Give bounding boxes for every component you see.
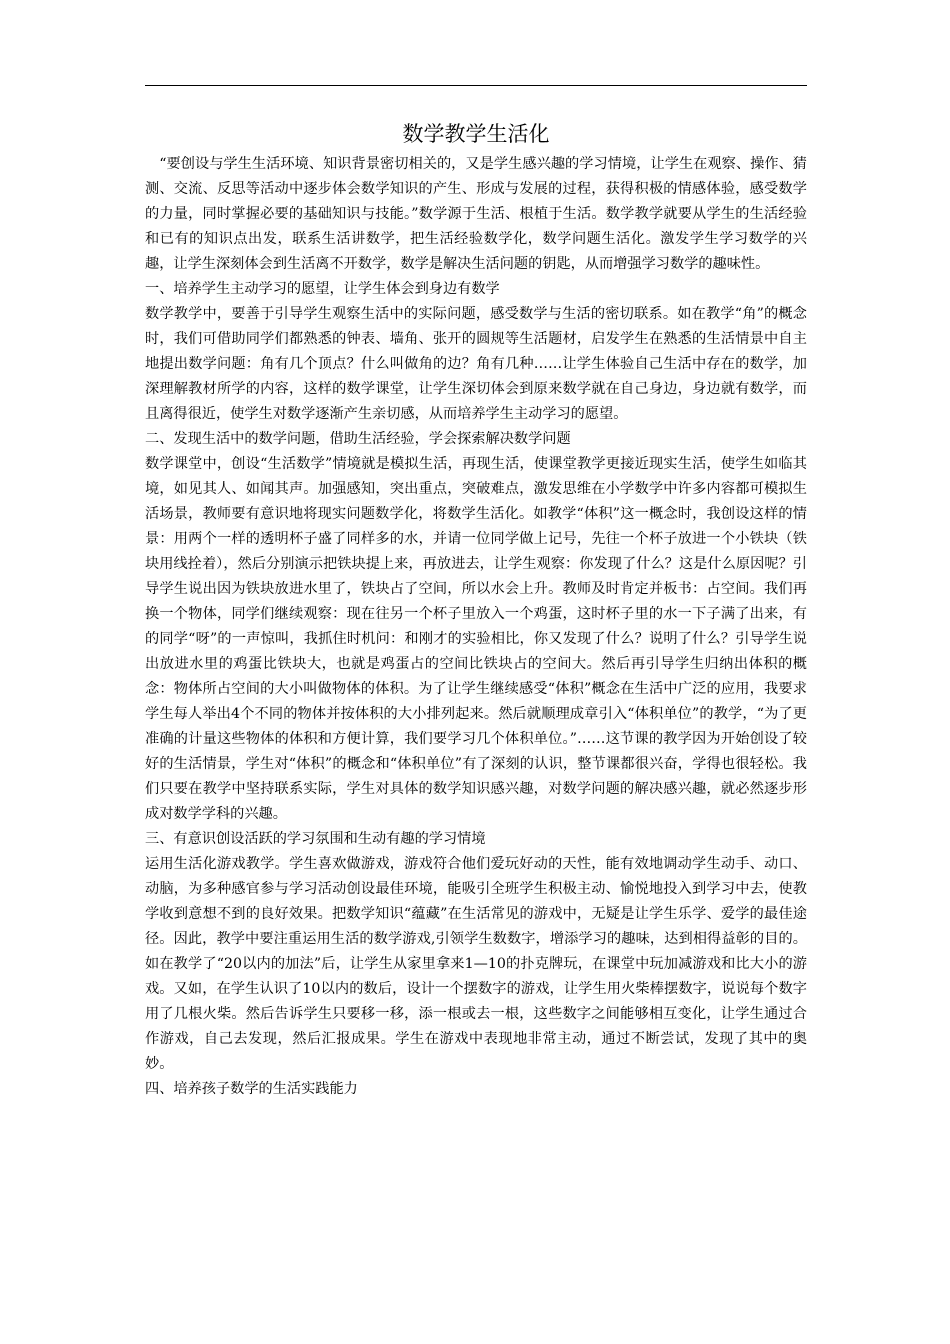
section-1-body: 数学教学中，要善于引导学生观察生活中的实际问题，感受数学与生活的密切联系。如在教学“角”的概念时，我们可借助同学们都熟悉的钟表、墙角、张开的圆规等生活题材，启发学生在熟悉的生活情景中自主地提出数学问题：角有几个顶点？什么叫做角的边？角有几种……让学生体验自己生活中存在的数学，加深理解教材所学的内容，这样的数学课堂，让学生深切体会到原来数学就在自己身边，身边就有数学，而且离得很近，使学生对数学逐渐产生亲切感，从而培养学生主动学习的愿望。 [145,306,807,422]
section-3-body: 运用生活化游戏教学。学生喜欢做游戏，游戏符合他们爱玩好动的天性，能有效地调动学生动手、动口、动脑，为多种感官参与学习活动创设最佳环境，能吸引全班学生积极主动、愉悦地投入到学习中去，使教学收到意想不到的良好效果。把数学知识“蕴藏”在生活常见的游戏中，无疑是让学生乐学、爱学的最佳途径。因此，教学中要注重运用生活的数学游戏,引领学生数数字，增添学习的趣味，达到相得益彰的目的。如在教学了“20以内的加法”后，让学生从家里拿来1—10的扑克牌玩，在课堂中玩加减游戏和比大小的游戏。又如，在学生认识了10以内的数后，设计一个摆数字的游戏，让学生用火柴棒摆数字，说说每个数字用了几根火柴。然后告诉学生只要移一移，添一根或去一根，这些数字之间能够相互变化，让学生通过合作游戏，自己去发现，然后汇报成果。学生在游戏中表现地非常主动，通过不断尝试，发现了其中的奥妙。 [145,856,807,1072]
section-3-heading: 三、有意识创设活跃的学习氛围和生动有趣的学习情境 [145,831,486,847]
header-rule [145,85,807,86]
document-title: 数学教学生活化 [402,122,550,146]
intro-paragraph: “要创设与学生生活环境、知识背景密切相关的，又是学生感兴趣的学习情境，让学生在观察、操作、猜测、交流、反思等活动中逐步体会数学知识的产生、形成与发展的过程，获得积极的情感体验，感受数学的力量，同时掌握必要的基础知识与技能。”数学源于生活、根植于生活。数学教学就要从学生的生活经验和已有的知识点出发，联系生活讲数学，把生活经验数学化，数学问题生活化。激发学生学习数学的兴趣，让学生深刻体会到生活离不开数学，数学是解决生活问题的钥匙，从而增强学习数学的趣味性。 [145,156,807,272]
section-2-body: 数学课堂中，创设“生活数学”情境就是模拟生活，再现生活，使课堂教学更接近现实生活，使学生如临其境，如见其人、如闻其声。加强感知，突出重点，突破难点，激发思维在小学数学中许多内容都可模拟生活场景，教师要有意识地将现实问题数学化，将数学生活化。如教学“体积”这一概念时，我创设这样的情景：用两个一样的透明杯子盛了同样多的水，并请一位同学做上记号，先往一个杯子放进一个小铁块（铁块用线拴着），然后分别演示把铁块提上来，再放进去，让学生观察：你发现了什么？这是什么原因呢？引导学生说出因为铁块放进水里了，铁块占了空间，所以水会上升。教师及时肯定并板书：占空间。我们再换一个物体，同学们继续观察：现在往另一个杯子里放入一个鸡蛋，这时杯子里的水一下子满了出来，有的同学“呀”的一声惊叫，我抓住时机问：和刚才的实验相比，你又发现了什么？说明了什么？引导学生说出放进水里的鸡蛋比铁块大，也就是鸡蛋占的空间比铁块占的空间大。然后再引导学生归纳出体积的概念：物体所占空间的大小叫做物体的体积。为了让学生继续感受“体积”概念在生活中广泛的应用，我要求学生每人举出4个不同的物体并按体积的大小排列起来。然后就顺理成章引入“体积单位”的教学，“为了更准确的计量这些物体的体积和方便计算，我们要学习几个体积单位。”……这节课的教学因为开始创设了较好的生活情景，学生对“体积”的概念和“体积单位”有了深刻的认识，整节课都很兴奋，学得也很轻松。我们只要在教学中坚持联系实际，学生对具体的数学知识感兴趣，对数学问题的解决感兴趣，就必然逐步形成对数学学科的兴趣。 [145,456,807,822]
section-2-heading: 二、发现生活中的数学问题，借助生活经验，学会探索解决数学问题 [145,431,571,447]
section-4-heading: 四、培养孩子数学的生活实践能力 [145,1081,358,1097]
document-content [145,120,807,1102]
section-1-heading: 一、培养学生主动学习的愿望，让学生体会到身边有数学 [145,281,500,297]
